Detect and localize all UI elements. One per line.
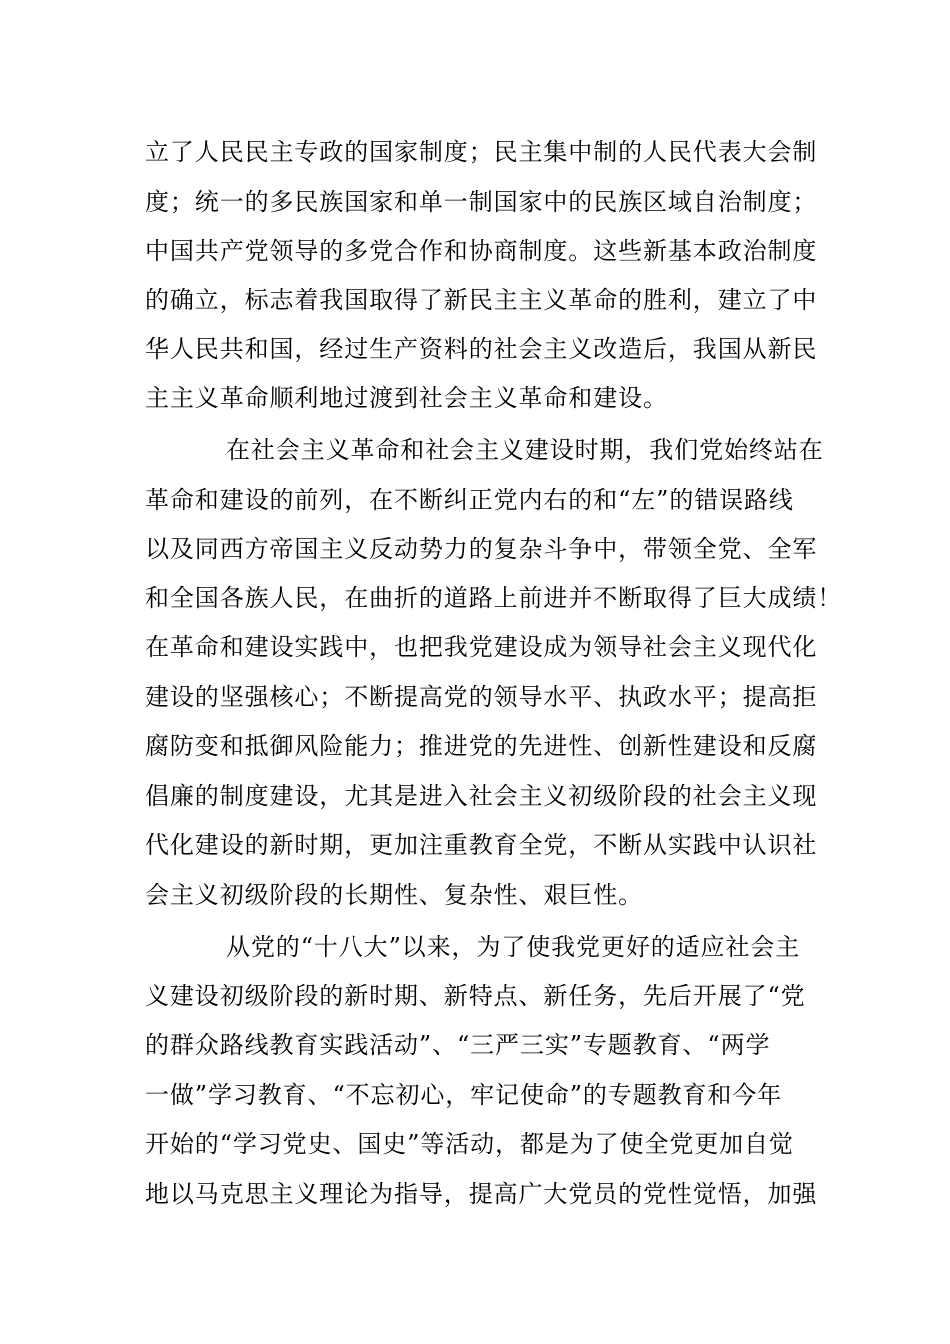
text-line: 华人民共和国，经过生产资料的社会主义改造后，我国从新民 [145, 335, 818, 363]
text-line: 会主义初级阶段的长期性、复杂性、艰巨性。 [145, 881, 643, 909]
text-line: 的确立，标志着我国取得了新民主主义革命的胜利，建立了中 [145, 286, 818, 314]
text-line: 革命和建设的前列，在不断纠正党内右的和“左”的错误路线 [145, 486, 794, 514]
text-line: 开始的“学习党史、国史”等活动，都是为了使全党更加自觉 [145, 1130, 794, 1158]
text-line: 中国共产党领导的多党合作和协商制度。这些新基本政治制度 [145, 237, 818, 265]
text-line: 一做”学习教育、“不忘初心，牢记使命”的专题教育和今年 [145, 1081, 783, 1109]
text-line: 倡廉的制度建设，尤其是进入社会主义初级阶段的社会主义现 [145, 782, 818, 810]
paragraph-first-line: 从党的“十八大”以来，为了使我党更好的适应社会主 [226, 933, 801, 961]
text-line: 度；统一的多民族国家和单一制国家中的民族区域自治制度； [145, 188, 818, 216]
text-line: 代化建设的新时期，更加注重教育全党，不断从实践中认识社 [145, 831, 818, 859]
text-line: 的群众路线教育实践活动”、“三严三实”专题教育、“两学 [145, 1031, 771, 1059]
text-line: 立了人民民主专政的国家制度；民主集中制的人民代表大会制 [145, 138, 818, 166]
text-line: 和全国各族人民，在曲折的道路上前进并不断取得了巨大成绩！ [145, 584, 843, 612]
text-line: 主主义革命顺利地过渡到社会主义革命和建设。 [145, 384, 668, 412]
text-line: 建设的坚强核心；不断提高党的领导水平、执政水平；提高拒 [145, 683, 818, 711]
text-line: 义建设初级阶段的新时期、新特点、新任务，先后开展了“党 [145, 982, 806, 1010]
text-line: 腐防变和抵御风险能力；推进党的先进性、创新性建设和反腐 [145, 732, 818, 760]
text-line: 以及同西方帝国主义反动势力的复杂斗争中，带领全党、全军 [145, 535, 818, 563]
paragraph-first-line: 在社会主义革命和社会主义建设时期，我们党始终站在 [226, 436, 824, 464]
text-line: 在革命和建设实践中，也把我党建设成为领导社会主义现代化 [145, 633, 818, 661]
text-line: 地以马克思主义理论为指导，提高广大党员的党性觉悟，加强 [145, 1180, 818, 1208]
